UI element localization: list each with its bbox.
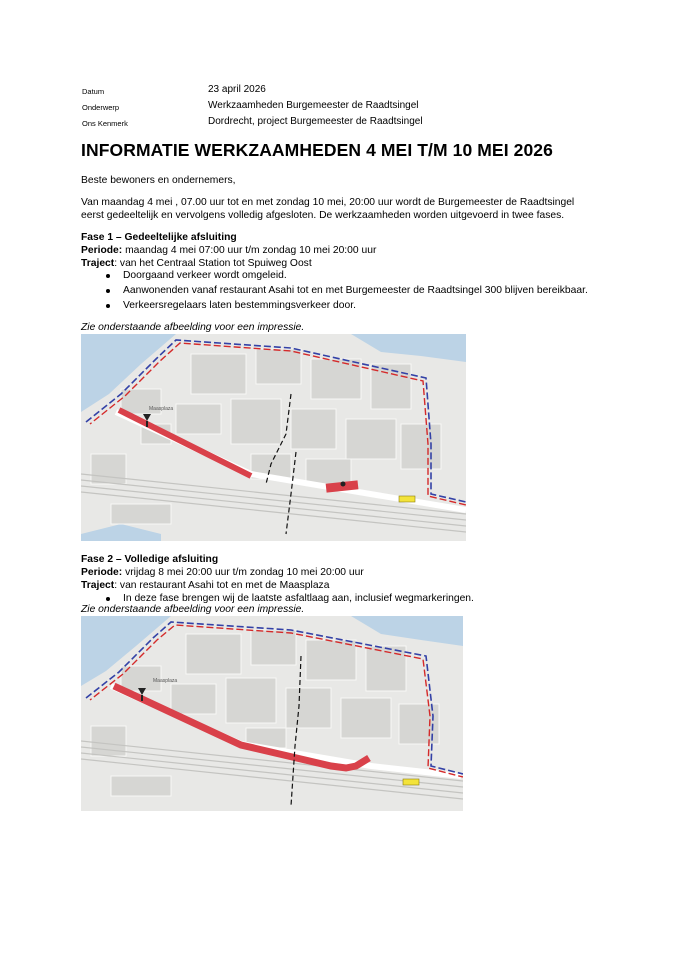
date-value: 23 april 2026 [208,84,266,95]
subject-value: Werkzaamheden Burgemeester de Raadtsingel [208,100,419,111]
reference-value: Dordrecht, project Burgemeester de Raadtsingel [208,116,423,127]
phase2-period-label: Periode: [81,567,123,578]
phase2-map-graphic [81,616,463,811]
phase2-caption: Zie onderstaande afbeelding voor een impressie. [81,604,305,615]
map2-label: Maasplaza [153,678,178,684]
date-label: Datum [82,87,105,96]
phase1-period-value: maandag 4 mei 07:00 uur t/m zondag 10 mei 20:00 uur [125,245,377,256]
phase2-heading: Fase 2 – Volledige afsluiting [81,554,219,565]
intro-line-1: Van maandag 4 mei , 07.00 uur tot en met zondag 10 mei, 20:00 uur wordt de Burgemeester de Raadtsingel [81,197,575,208]
bullet-text: In deze fase brengen wij de laatste asfaltlaag aan, inclusief wegmarkeringen. [123,593,474,604]
intro-line-2: eerst gedeeltelijk en vervolgens volledig afgesloten. De werkzaamheden worden uitgevoerd in twee fases. [81,210,565,221]
reference-label: Ons Kenmerk [82,119,128,128]
bullet-text: Aanwonenden vanaf restaurant Asahi tot en met Burgemeester de Raadtsingel 300 blijven bereikbaar. [123,285,588,296]
phase1-period-label: Periode: [81,245,123,256]
phase1-period [81,244,376,257]
roadwork-sign-icon [399,496,415,502]
list-item [81,298,356,313]
phase1-map-graphic [81,334,466,541]
bullet-dot [106,289,110,293]
phase2-period [81,566,364,579]
document-title: INFORMATIE WERKZAAMHEDEN 4 MEI T/M 10 MEI 2026 [81,140,553,160]
phase2-section [81,553,364,592]
work-area-icon [341,482,346,487]
list-item [81,268,287,283]
bullet-text: Verkeersregelaars laten bestemmingsverkeer door. [123,300,356,311]
phase1-caption: Zie onderstaande afbeelding voor een impressie. [81,322,305,333]
phase1-route-value: : van het Centraal Station tot Spuiweg Oost [114,258,312,269]
phase1-bullet-list [81,268,588,313]
phase2-period-value: vrijdag 8 mei 20:00 uur t/m zondag 10 mei 20:00 uur [125,567,364,578]
phase1-heading: Fase 1 – Gedeeltelijke afsluiting [81,232,237,243]
phase2-route-value: : van restaurant Asahi tot en met de Maasplaza [114,580,330,591]
list-item [81,283,588,298]
intro-paragraph [81,196,574,222]
phase1-section [81,231,376,270]
bullet-dot [106,304,110,308]
phase2-map [81,616,463,811]
bullet-dot [106,274,110,278]
greeting: Beste bewoners en ondernemers, [81,175,236,186]
subject-label: Onderwerp [82,103,120,112]
roadwork-sign-icon [403,779,419,785]
bullet-dot [106,597,110,601]
phase1-route-label: Traject [81,258,115,269]
phase2-route-label: Traject [81,580,115,591]
phase1-map [81,334,466,541]
bullet-text: Doorgaand verkeer wordt omgeleid. [123,270,287,281]
map1-label: Maasplaza [149,406,174,412]
